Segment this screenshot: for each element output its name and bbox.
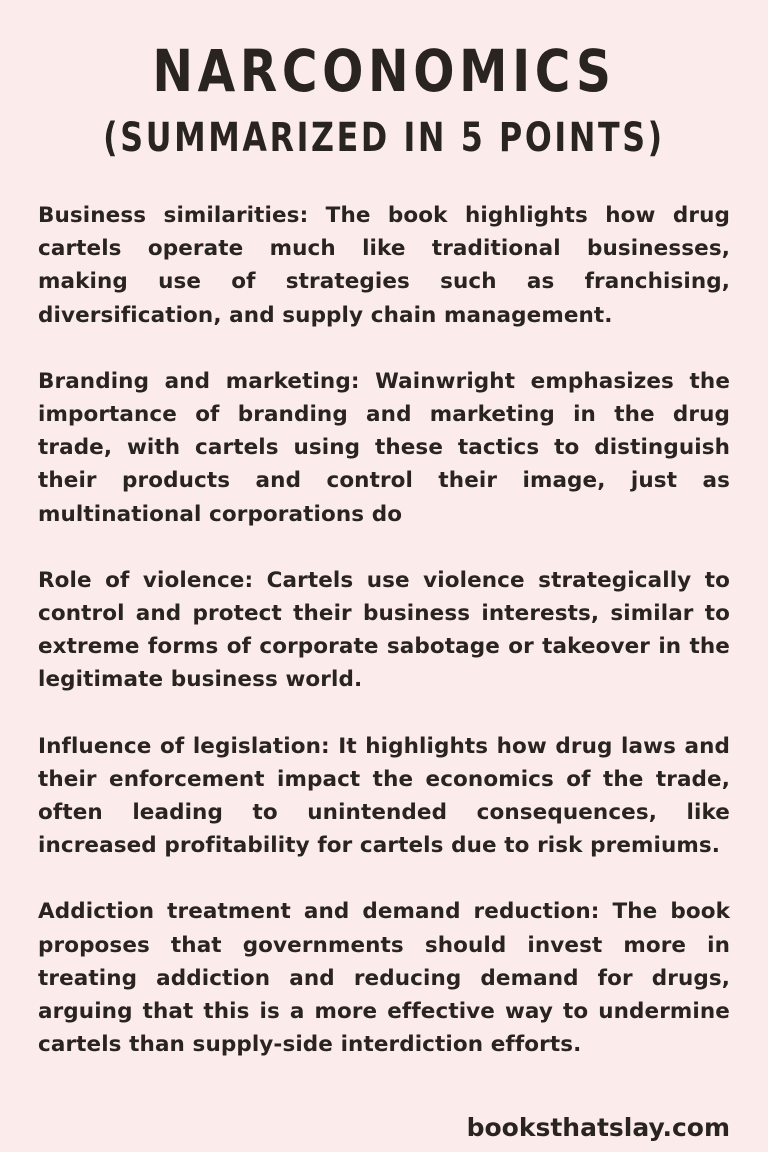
summary-point-branding-marketing: Branding and marketing: Wainwright emphasizes the importance of branding and marketing in the drug trade, with cartels using these tactics to distinguish their products and control their image, just as multinational corporations do — [38, 368, 730, 527]
summary-point-addiction-treatment: Addiction treatment and demand reduction: The book proposes that governments should invest more in treating addiction and reducing demand for drugs, arguing that this is a more effective way to undermine cartels than supply-side interdiction efforts. — [38, 899, 730, 1058]
summary-point-business-similarities: Business similarities: The book highlights how drug cartels operate much like traditional businesses, making use of strategies such as franchising, diversification, and supply chain management. — [38, 203, 730, 328]
summary-point-role-of-violence: Role of violence: Cartels use violence strategically to control and protect their business interests, similar to extreme forms of corporate sabotage or takeover in the legitimate business world. — [38, 567, 730, 693]
summary-points-list — [38, 199, 730, 1094]
page-subtitle: (SUMMARIZED IN 5 POINTS) — [103, 115, 665, 161]
page-title: NARCONOMICS — [152, 37, 616, 105]
website-credit: booksthatslay.com — [466, 1113, 730, 1142]
summary-point-influence-of-legislation: Influence of legislation: It highlights how drug laws and their enforcement impact the economics of the trade, often leading to unintended consequences, like increased profitability for cartels due to risk premiums. — [38, 733, 730, 859]
